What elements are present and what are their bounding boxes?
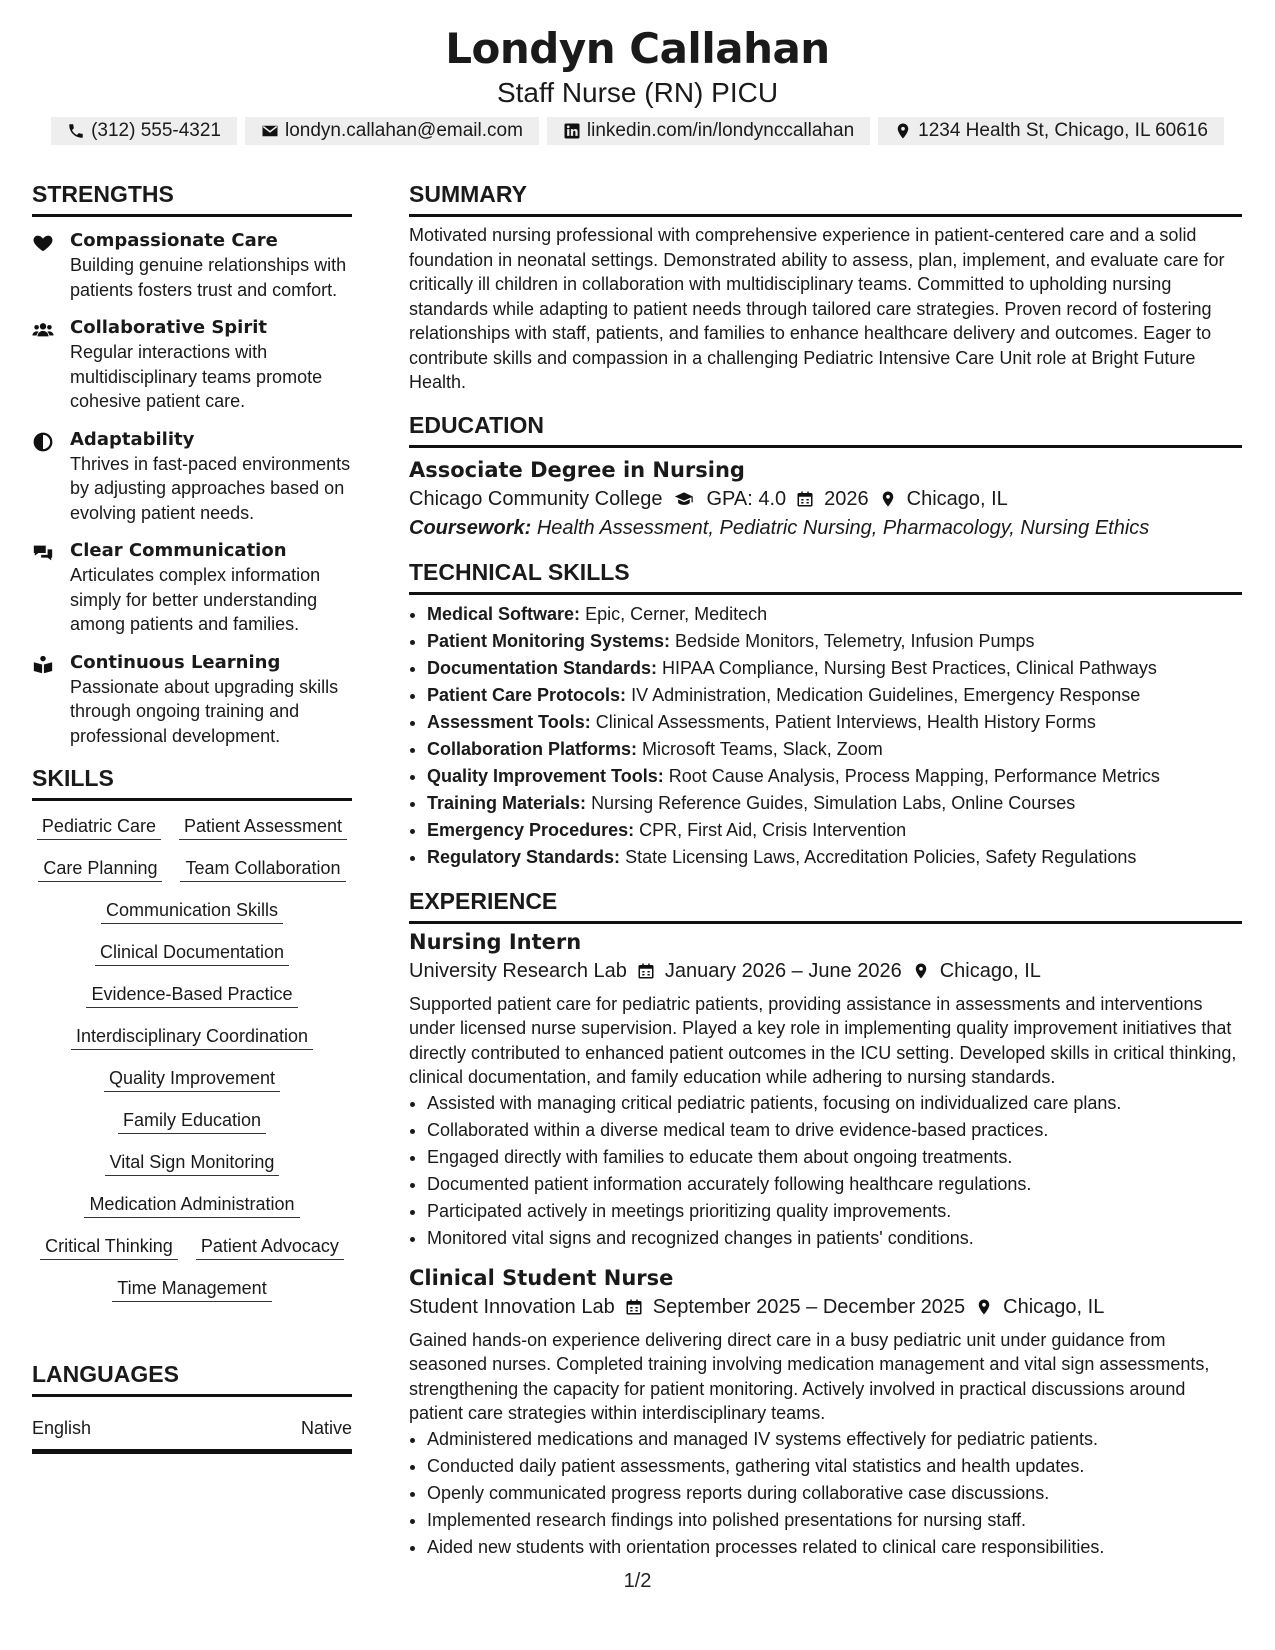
list-item [427,817,1242,844]
experience-entry [409,928,1242,1252]
languages-heading: LANGUAGES [32,1358,352,1397]
coursework-text: Health Assessment, Pediatric Nursing, Pharmacology, Nursing Ethics [536,516,1150,539]
list-item: • Documented patient information accurately following healthcare regulations. [427,1171,1242,1198]
skill-tag: Patient Assessment [179,813,347,840]
summary-text: Motivated nursing professional with comprehensive experience in patient-centered care and a solid foundation in neonatal settings. Demonstrated ability to assess, plan, implement, and evaluate care for critically ill children in collaboration with multidisciplinary teams. Committed to upholding nursing standards while adapting to patient needs through tailored care strategies. Proven record of fostering relationships with staff, patients, and families to enhance healthcare delivery and outcomes. Eager to contribute skills and compassion in a challenging Pediatric Intensive Care Unit role at Bright Future Health. [409,225,1225,392]
strength-title: Continuous Learning [70,651,281,673]
skill-tag: Quality Improvement [104,1065,280,1092]
job-description: Gained hands-on experience delivering direct care in a busy pediatric unit under guidance from seasoned nurses. Completed training involving medication management and vital sign assessments, strengthening the capacity for patient monitoring. Actively involved in practical discussions around patient care strategies within interdisciplinary teams. [409,1329,1210,1423]
strength-title: Compassionate Care [70,230,278,251]
linkedin-icon [563,122,581,140]
skill-category: Patient Care Protocols: [427,684,627,705]
strength-desc: Passionate about upgrading skills through ongoing training and professional development. [70,676,339,746]
skill-category: Regulatory Standards: [427,846,621,867]
email-chip[interactable] [245,117,539,145]
linkedin-chip[interactable] [547,117,870,145]
skill-values: Root Cause Analysis, Process Mapping, Performance Metrics [668,765,1160,786]
users-icon [32,319,54,341]
skill-values: Bedside Monitors, Telemetry, Infusion Pumps [675,630,1035,651]
list-item [427,763,1242,790]
job-title: Nursing Intern [409,929,582,954]
technical-skills-list [409,601,1242,871]
job-bullets [409,1426,1242,1561]
language-level: Native [300,1418,352,1438]
list-item [427,655,1242,682]
chat-bubbles-icon [32,542,54,564]
location-icon [894,122,912,140]
job-bullets [409,1090,1242,1252]
job-title: Staff Nurse (RN) PICU [496,77,779,108]
job-meta [409,956,1242,986]
email-icon [261,122,279,140]
graduation-year: 2026 [824,487,869,510]
page-number: 1/2 [623,1570,652,1592]
summary-heading: SUMMARY [409,178,1242,217]
half-circle-icon [32,431,54,453]
strength-desc: Building genuine relationships with patients fosters trust and comfort. [70,255,347,300]
email-text: londyn.callahan@email.com [285,120,523,141]
school-name: Chicago Community College [409,487,663,510]
languages-section [32,1358,352,1454]
skill-tag: Critical Thinking [40,1233,178,1260]
language-row [32,1418,352,1454]
strength-item [32,428,352,526]
phone-icon [67,122,85,140]
skill-values: Nursing Reference Guides, Simulation Labs, Online Courses [591,792,1076,813]
skill-tag: Communication Skills [101,897,283,924]
skills-heading: SKILLS [32,762,352,801]
language-name: English [32,1418,92,1438]
skill-tag: Family Education [118,1107,266,1134]
location-icon [912,962,930,980]
strength-desc: Articulates complex information simply for better understanding among patients and families. [70,565,321,634]
skills-list [32,813,352,1302]
skill-tag: Time Management [112,1275,271,1302]
organization: Student Innovation Lab [409,1295,615,1318]
skill-tag: Interdisciplinary Coordination [71,1023,313,1050]
skill-values: Epic, Cerner, Meditech [585,603,768,624]
list-item: • Assisted with managing critical pediatric patients, focusing on individualized care plans. [427,1090,1242,1117]
calendar-icon [796,490,814,508]
linkedin-text: linkedin.com/in/londynccallahan [586,120,855,141]
list-item: • Collaborated within a diverse medical team to drive evidence-based practices. [427,1117,1242,1144]
gpa-text: GPA: 4.0 [706,487,787,510]
job-dates: September 2025 – December 2025 [652,1295,966,1318]
skill-values: HIPAA Compliance, Nursing Best Practices, Clinical Pathways [662,657,1157,678]
experience-entry [409,1264,1242,1561]
job-location: Chicago, IL [1003,1295,1105,1318]
skill-category: Patient Monitoring Systems: [427,630,671,651]
list-item [427,682,1242,709]
calendar-icon [637,962,655,980]
list-item [427,790,1242,817]
job-title: Clinical Student Nurse [409,1265,674,1290]
location-icon [975,1298,993,1316]
candidate-name: Londyn Callahan [445,24,830,73]
list-item [427,709,1242,736]
education-heading: EDUCATION [409,409,1242,448]
strength-item [32,316,352,414]
skill-category: Medical Software: [427,603,581,624]
job-meta [409,1292,1242,1322]
strength-title: Collaborative Spirit [70,317,267,338]
phone-text: (312) 555-4321 [91,120,221,141]
strength-desc: Thrives in fast-paced environments by adjusting approaches based on evolving patient needs. [70,453,351,523]
skill-values: State Licensing Laws, Accreditation Policies, Safety Regulations [625,846,1137,867]
education-entry [409,456,1242,542]
skill-tag: Care Planning [38,855,162,882]
heart-icon [32,232,54,254]
list-item: • Monitored vital signs and recognized changes in patients' conditions. [427,1225,1242,1252]
job-location: Chicago, IL [939,959,1041,982]
skill-values: IV Administration, Medication Guidelines, Emergency Response [631,684,1141,705]
coursework-label: Coursework: [409,516,532,539]
strength-item [32,539,352,637]
list-item: • Openly communicated progress reports during collaborative case discussions. [427,1480,1242,1507]
strengths-list [32,229,352,748]
technical-skills-heading: TECHNICAL SKILLS [409,556,1242,595]
strength-item [32,651,352,749]
education-meta [409,484,1242,514]
strength-item [32,229,352,302]
list-item [427,628,1242,655]
list-item [427,736,1242,763]
book-reader-icon [32,654,54,676]
strength-desc: Regular interactions with multidisciplinary teams promote cohesive patient care. [70,342,323,411]
skill-tag: Evidence-Based Practice [86,981,297,1008]
strength-title: Clear Communication [70,540,287,561]
list-item: • Implemented research findings into polished presentations for nursing staff. [427,1507,1242,1534]
skill-category: Collaboration Platforms: [427,738,638,759]
list-item: • Administered medications and managed IV systems effectively for pediatric patients. [427,1426,1242,1453]
calendar-icon [625,1298,643,1316]
skill-tag: Pediatric Care [37,813,161,840]
strength-title: Adaptability [70,428,195,450]
list-item: • Aided new students with orientation processes related to clinical care responsibilities. [427,1534,1242,1561]
list-item: • Engaged directly with families to educate them about ongoing treatments. [427,1144,1242,1171]
skill-category: Documentation Standards: [427,657,658,678]
resume-header [0,0,1275,145]
skill-tag: Clinical Documentation [95,939,289,966]
job-description: Supported patient care for pediatric patients, providing assistance in assessments and interventions under licensed nurse supervision. Played a key role in implementing quality improvement initiatives that directly contributed to enhanced patient outcomes in the ICU setting. Developed skills in critical thinking, clinical documentation, and family education while adhering to nursing standards. [409,993,1237,1087]
contact-bar [0,117,1275,145]
coursework-line [409,514,1242,542]
skill-tag: Vital Sign Monitoring [105,1149,280,1176]
skill-category: Training Materials: [427,792,587,813]
organization: University Research Lab [409,959,627,982]
skill-tag: Patient Advocacy [196,1233,344,1260]
phone-chip[interactable] [51,117,237,145]
list-item: • Conducted daily patient assessments, gathering vital statistics and health updates. [427,1453,1242,1480]
skill-values: Clinical Assessments, Patient Interviews, Health History Forms [595,711,1096,732]
skill-values: CPR, First Aid, Crisis Intervention [639,819,907,840]
education-location: Chicago, IL [906,487,1008,510]
skill-category: Emergency Procedures: [427,819,635,840]
experience-heading: EXPERIENCE [409,885,1242,924]
left-column [32,178,352,1454]
address-chip[interactable] [878,117,1224,145]
job-dates: January 2026 – June 2026 [664,959,902,982]
skill-values: Microsoft Teams, Slack, Zoom [642,738,883,759]
location-icon [879,490,897,508]
list-item [427,601,1242,628]
list-item: • Participated actively in meetings prioritizing quality improvements. [427,1198,1242,1225]
degree-title: Associate Degree in Nursing [409,457,745,482]
skill-category: Quality Improvement Tools: [427,765,664,786]
skill-category: Assessment Tools: [427,711,591,732]
skill-tag: Team Collaboration [180,855,345,882]
right-column [409,178,1242,1573]
skill-tag: Medication Administration [84,1191,299,1218]
list-item [427,844,1242,871]
strengths-heading: STRENGTHS [32,178,352,217]
address-text: 1234 Health St, Chicago, IL 60616 [918,120,1208,141]
graduation-cap-icon [672,489,696,509]
